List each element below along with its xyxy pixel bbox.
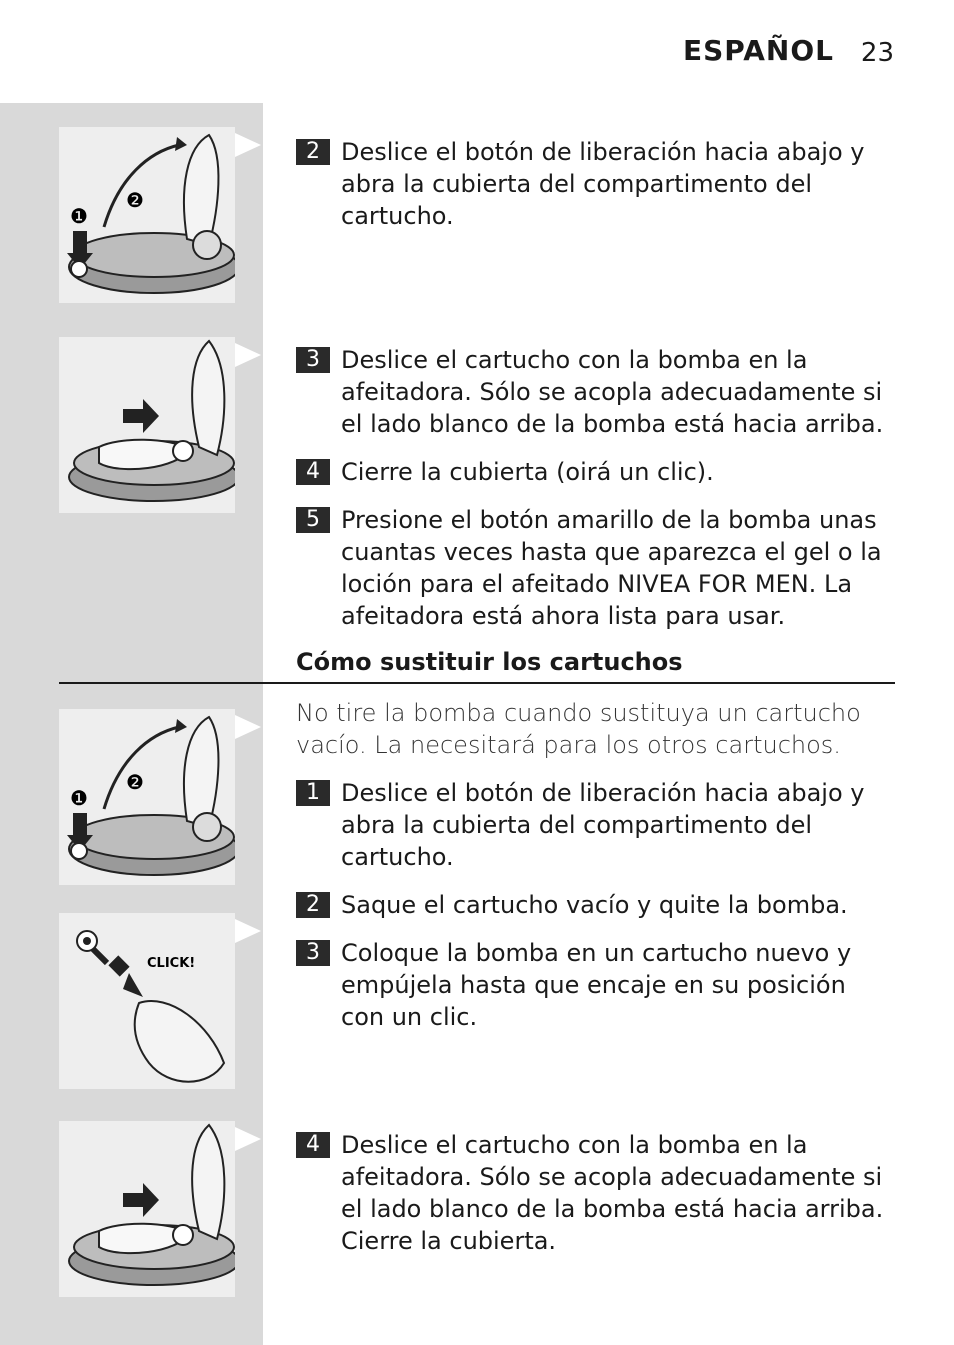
- step-text: Deslice el botón de liberación hacia abajo y abra la cubierta del compartimento del cartucho.: [341, 138, 865, 230]
- step-number: 2: [296, 892, 330, 918]
- insert-cartridge-illustration: [59, 337, 235, 513]
- step-number: 4: [296, 459, 330, 485]
- step-top-4: [296, 456, 886, 488]
- illustration-pointer: [235, 919, 261, 943]
- step-number: 5: [296, 507, 330, 533]
- step-text: Cierre la cubierta (oirá un clic).: [341, 458, 714, 486]
- step-number: 1: [296, 780, 330, 806]
- illustration-pointer: [235, 133, 261, 157]
- step-top-3: [296, 344, 886, 440]
- section-intro: No tire la bomba cuando sustituya un cartucho vacío. La necesitará para los otros cartuchos.: [296, 699, 861, 759]
- open-cover-illustration: [59, 127, 235, 303]
- marker-1: ❶: [70, 204, 88, 228]
- insert-cartridge-illustration: [59, 1121, 235, 1297]
- illustration-pointer: [235, 343, 261, 367]
- marker-2: ❷: [126, 188, 144, 212]
- illustration-pointer: [235, 1127, 261, 1151]
- pump-click-illustration: [59, 913, 235, 1089]
- marker-1: ❶: [70, 786, 88, 810]
- step-number: 3: [296, 347, 330, 373]
- step-bottom-4: [296, 1129, 886, 1257]
- step-text: Deslice el cartucho con la bomba en la afeitadora. Sólo se acopla adecuadamente si el lado blanco de la bomba está hacia arriba.: [341, 346, 884, 438]
- step-bottom-3: [296, 937, 886, 1033]
- marker-2: ❷: [126, 770, 144, 794]
- step-top-2: [296, 136, 886, 232]
- page-number: 23: [860, 38, 894, 68]
- section-rule: [59, 682, 895, 684]
- step-text: Coloque la bomba en un cartucho nuevo y empújela hasta que encaje en su posición con un clic.: [341, 939, 852, 1031]
- step-text: Saque el cartucho vacío y quite la bomba.: [341, 891, 848, 919]
- illustration-pointer: [235, 715, 261, 739]
- step-text: Presione el botón amarillo de la bomba unas cuantas veces hasta que aparezca el gel o la loción para el afeitado NIVEA FOR MEN. La afeitadora está ahora lista para usar.: [341, 506, 882, 630]
- step-number: 2: [296, 139, 330, 165]
- step-top-5: [296, 504, 886, 632]
- step-text: Deslice el cartucho con la bomba en la afeitadora. Sólo se acopla adecuadamente si el lado blanco de la bomba está hacia arriba. Cierre la cubierta.: [341, 1131, 884, 1255]
- step-number: 3: [296, 940, 330, 966]
- open-cover-illustration: [59, 709, 235, 885]
- step-number: 4: [296, 1132, 330, 1158]
- header-language: ESPAÑOL: [683, 34, 834, 67]
- click-label: CLICK!: [147, 956, 196, 971]
- step-bottom-2: [296, 889, 886, 921]
- step-bottom-1: [296, 777, 886, 873]
- section-heading: Cómo sustituir los cartuchos: [296, 648, 683, 676]
- step-text: Deslice el botón de liberación hacia abajo y abra la cubierta del compartimento del cartucho.: [341, 779, 865, 871]
